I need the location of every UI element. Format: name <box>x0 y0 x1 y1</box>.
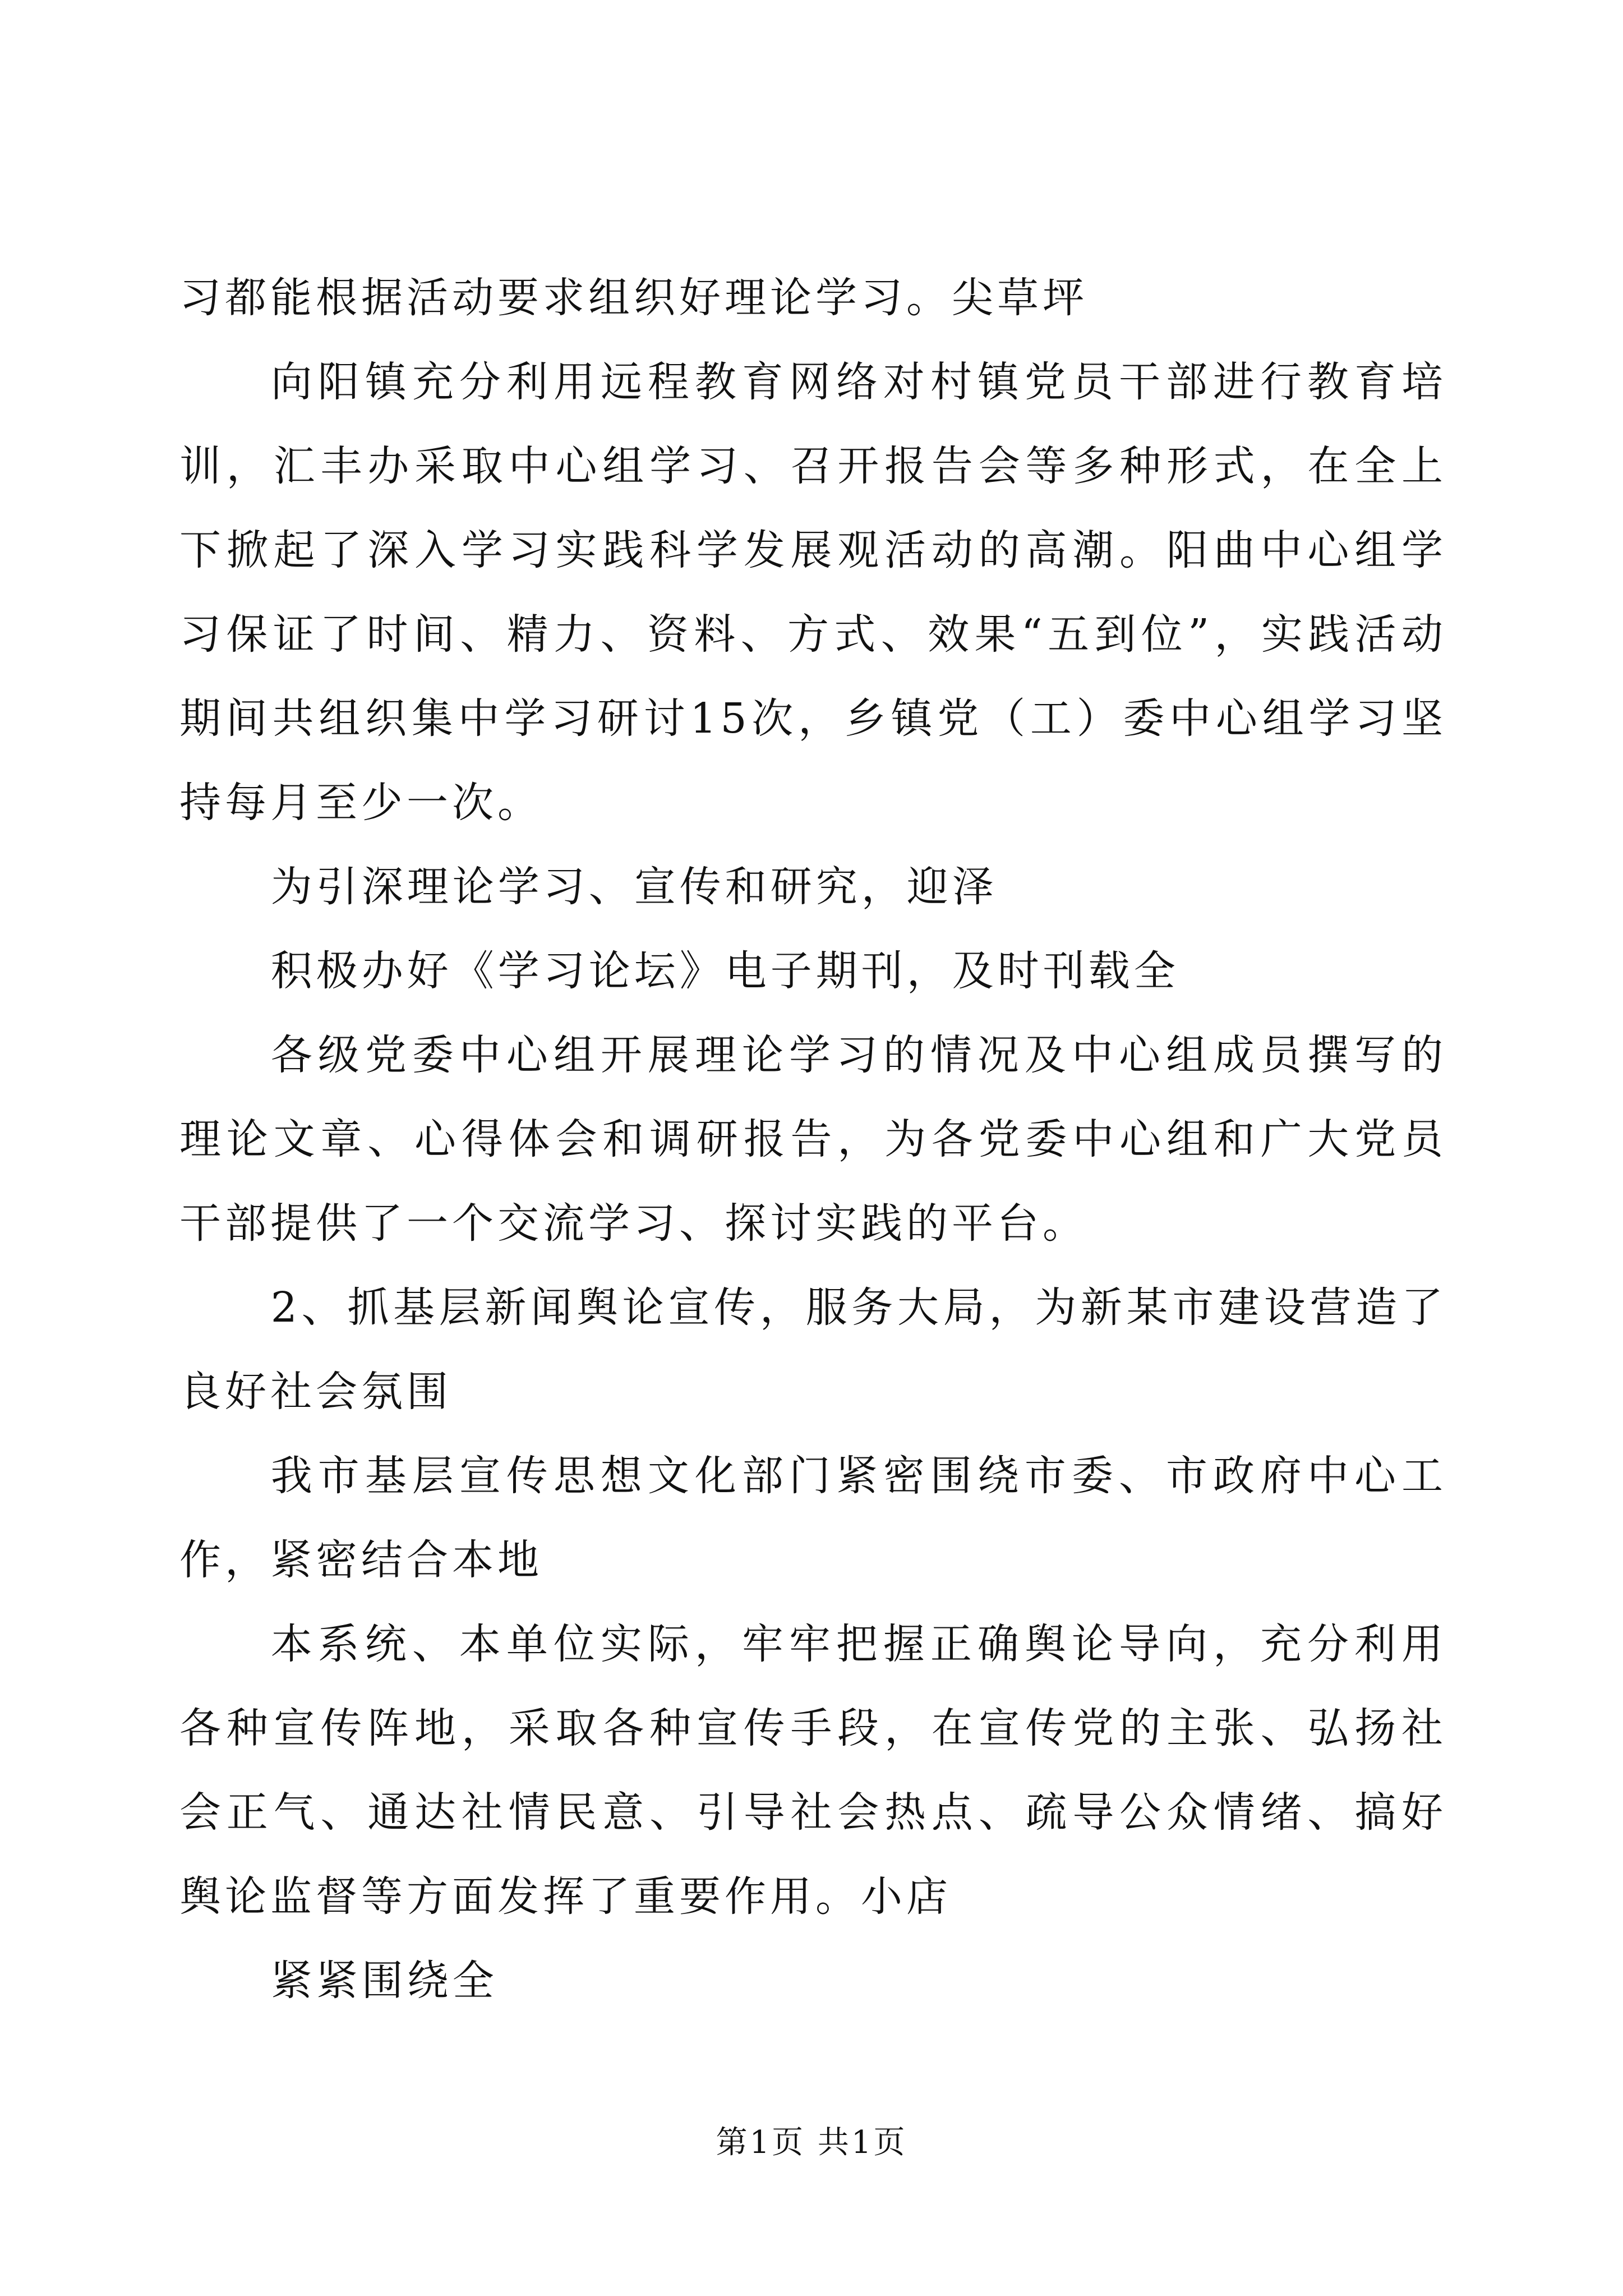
paragraph-continuation: 习都能根据活动要求组织好理论学习。尖草坪 <box>179 274 1088 322</box>
paragraph: 向阳镇充分利用远程教育网络对村镇党员干部进行教育培训，汇丰办采取中心组学习、召开报告会等多种形式，在全上下掀起了深入学习实践科学发展观活动的高潮。阳曲中心组学习保证了时间、精力、资料、方式、效果“五到位”，实践活动期间共组织集中学习研讨15次，乡镇党（工）委中心组学习坚持每月至少一次。 <box>179 358 1447 827</box>
document-body <box>179 256 1447 2023</box>
paragraph: 本系统、本单位实际，牢牢把握正确舆论导向，充分利用各种宣传阵地，采取各种宣传手段，在宣传党的主张、弘扬社会正气、通达社情民意、引导社会热点、疏导公众情绪、搞好舆论监督等方面发挥了重要作用。小店 <box>179 1620 1447 1921</box>
paragraph: 为引深理论学习、宣传和研究，迎泽 <box>270 863 998 911</box>
paragraph: 各级党委中心组开展理论学习的情况及中心组成员撰写的理论文章、心得体会和调研报告，为各党委中心组和广大党员干部提供了一个交流学习、探讨实践的平台。 <box>179 1031 1447 1248</box>
page-number-footer: 第1页 共1页 <box>716 2124 907 2161</box>
paragraph: 我市基层宣传思想文化部门紧密围绕市委、市政府中心工作，紧密结合本地 <box>179 1452 1447 1584</box>
section-heading-paragraph: 2、抓基层新闻舆论宣传，服务大局，为新某市建设营造了良好社会氛围 <box>179 1283 1447 1416</box>
paragraph: 紧紧围绕全 <box>270 1957 498 2005</box>
paragraph: 积极办好《学习论坛》电子期刊，及时刊载全 <box>270 947 1179 995</box>
